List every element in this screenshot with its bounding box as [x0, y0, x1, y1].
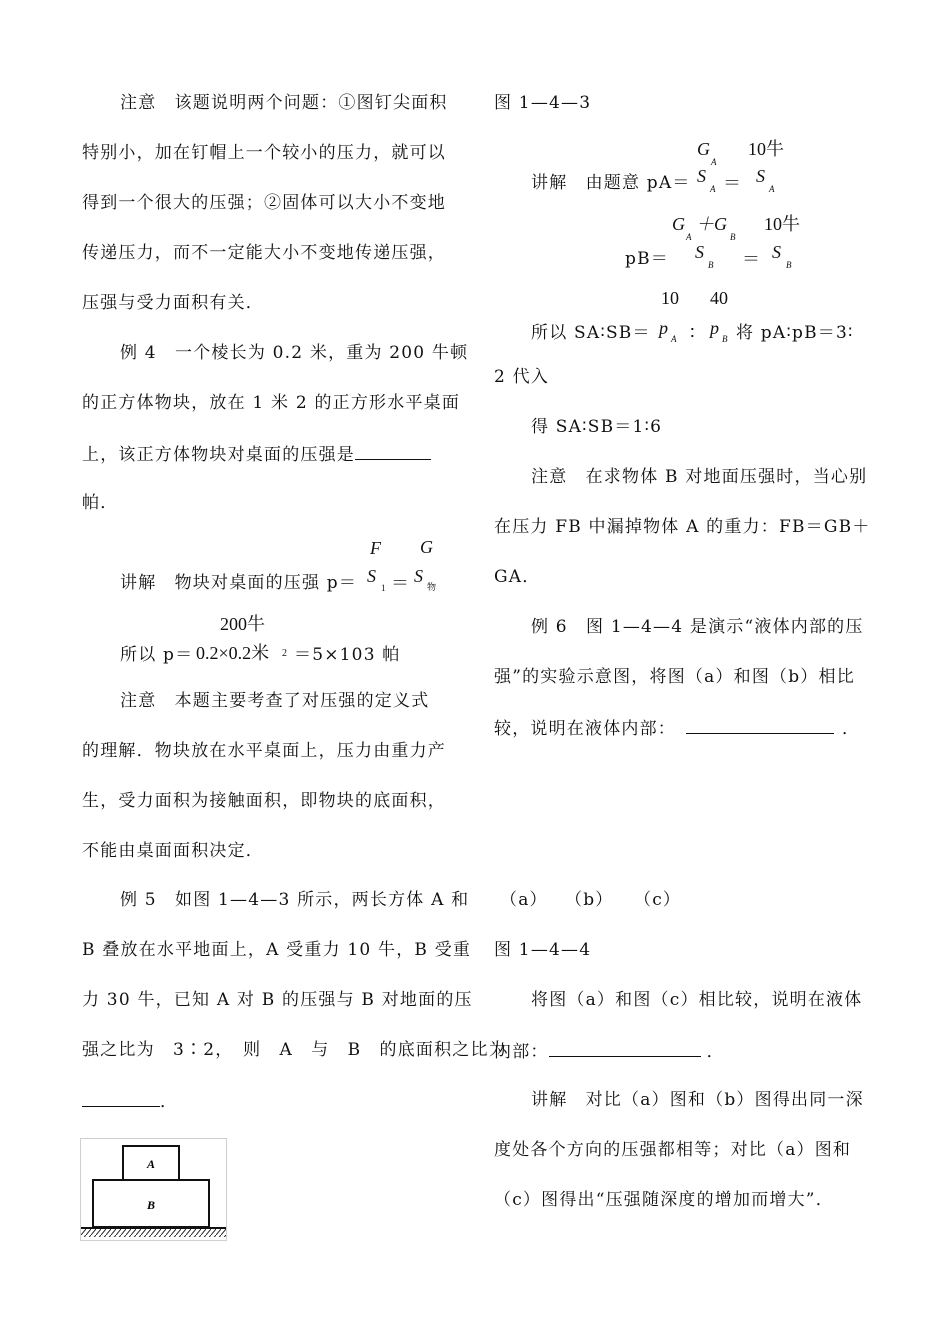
formula-sub: A: [711, 157, 717, 167]
formula-eq: ＝: [391, 573, 409, 593]
answer-blank: [82, 1090, 160, 1107]
formula-sub: B: [730, 232, 736, 242]
text-line: 例 6 图 1—4—4 是演示“液体内部的压: [531, 617, 864, 637]
text-line: [82, 1090, 178, 1112]
formula-sub: B: [708, 260, 714, 270]
text-line: 讲解 由题意 pA＝: [531, 173, 691, 193]
formula-sub: A: [686, 232, 692, 242]
formula-sub: A: [671, 334, 677, 344]
text-line: 强”的实验示意图，将图（a）和图（b）相比: [494, 667, 855, 687]
formula-S: S: [772, 242, 781, 262]
formula-S: S: [695, 242, 704, 262]
text-line: 的正方体物块，放在 1 米 2 的正方形水平桌面: [82, 393, 461, 413]
formula-plus-G: ＋G: [696, 214, 727, 234]
text-line: 将图（a）和图（c）相比较，说明在液体: [531, 990, 863, 1010]
text-line: 不能由桌面面积决定．: [82, 841, 264, 861]
text-line: 得 SA∶SB＝1∶6: [531, 417, 663, 437]
formula-sub: 1: [381, 583, 386, 593]
figure-label-b: （b）: [565, 890, 614, 910]
formula-numerator: 40: [710, 288, 728, 308]
text-line: 2 代入: [494, 367, 550, 387]
formula-colon: ∶: [690, 323, 695, 343]
text-line: 传递压力，而不一定能大小不变地传递压强，: [82, 243, 446, 263]
text-line: 的理解．物块放在水平桌面上，压力由重力产: [82, 741, 446, 761]
text-line: 强之比为 3∶2， 则 A 与 B 的底面积之比为: [82, 1040, 507, 1060]
text-line: 将 pA∶pB＝3∶: [736, 323, 854, 343]
text-line: 得到一个很大的压强；②固体可以大小不变地: [82, 193, 446, 213]
formula-G: G: [672, 214, 685, 234]
answer-blank: [355, 443, 431, 460]
formula-eq: ＝: [723, 173, 741, 193]
answer-blank: [549, 1040, 701, 1057]
formula-S: S: [414, 566, 423, 586]
text-line: 注意 本题主要考查了对压强的定义式: [120, 691, 430, 711]
period: ．: [706, 1042, 725, 1062]
text-line: 在压力 FB 中漏掉物体 A 的重力：FB＝GB＋: [494, 517, 871, 537]
text-line: B 叠放在水平地面上，A 受重力 10 牛，B 受重: [82, 940, 472, 960]
formula-p: p: [710, 318, 719, 338]
formula-sub: A: [710, 184, 716, 194]
figure-caption: 图 1—4—4: [494, 940, 592, 960]
formula-sub: B: [722, 334, 728, 344]
formula-prefix: 所以 p＝: [120, 645, 194, 665]
formula-G: G: [420, 537, 433, 557]
figure-caption: 图 1—4—3: [494, 93, 592, 113]
text-line: 力 30 牛，已知 A 对 B 的压强与 B 对地面的压: [82, 990, 473, 1010]
figure-1-4-3: [80, 1138, 227, 1241]
formula-numerator: 10牛: [748, 139, 784, 159]
stacked-blocks-diagram: [81, 1139, 226, 1240]
formula-exponent: 2: [282, 648, 287, 659]
text-line: 例 4 一个棱长为 0.2 米，重为 200 牛顿: [120, 343, 469, 363]
period: ．: [160, 1092, 179, 1112]
formula-sub: 物: [427, 583, 437, 593]
question-text: 较，说明在液体内部：: [494, 719, 676, 739]
text-line: 注意 该题说明两个问题：①图钉尖面积: [120, 93, 448, 113]
figure-label-a: （a）: [500, 890, 548, 910]
text-line: 注意 在求物体 B 对地面压强时，当心别: [531, 467, 868, 487]
formula-eq: ＝: [742, 249, 760, 269]
formula-S: S: [756, 166, 765, 186]
formula-numerator: 200牛: [220, 614, 265, 634]
formula-F: F: [370, 538, 381, 558]
text-line: [494, 717, 860, 739]
question-text: 上，该正方体物块对桌面的压强是: [82, 445, 355, 465]
text-line: [494, 1040, 725, 1062]
figure-label-c: （c）: [634, 890, 682, 910]
text-line: pB＝: [625, 249, 669, 269]
text-line: （c）图得出“压强随深度的增加而增大”．: [494, 1190, 834, 1210]
period: ．: [842, 719, 861, 739]
text-line: 帕．: [82, 493, 119, 513]
formula-sub: B: [786, 260, 792, 270]
text-line: 压强与受力面积有关．: [82, 293, 264, 313]
formula-G: G: [697, 139, 710, 159]
formula-numerator: 10牛: [764, 214, 800, 234]
text-line: GA．: [494, 567, 541, 587]
ground-hatch: [81, 1229, 226, 1237]
text-line: [82, 443, 431, 465]
text-line: 所以 SA∶SB＝: [531, 323, 651, 343]
formula-p: p: [659, 318, 668, 338]
text-line: 讲解 对比（a）图和（b）图得出同一深: [531, 1090, 864, 1110]
formula-numerator: 10: [661, 288, 679, 308]
formula-result: ＝5×103 帕: [294, 645, 401, 665]
text-line: 生，受力面积为接触面积，即物块的底面积，: [82, 791, 446, 811]
answer-blank: [686, 717, 834, 734]
question-text: 内部：: [494, 1042, 549, 1062]
text-line: 讲解 物块对桌面的压强 p＝: [120, 573, 358, 593]
formula-S: S: [697, 166, 706, 186]
label-a: A: [147, 1157, 156, 1171]
formula-S: S: [367, 566, 376, 586]
text-line: 例 5 如图 1—4—3 所示，两长方体 A 和: [120, 890, 470, 910]
text-line: 度处各个方向的压强都相等；对比（a）图和: [494, 1140, 852, 1160]
formula-sub: A: [769, 184, 775, 194]
text-line: 特别小，加在钉帽上一个较小的压力，就可以: [82, 143, 446, 163]
formula-denominator: 0.2×0.2米: [196, 643, 270, 663]
text-line: [120, 645, 193, 665]
label-b: B: [147, 1198, 156, 1212]
